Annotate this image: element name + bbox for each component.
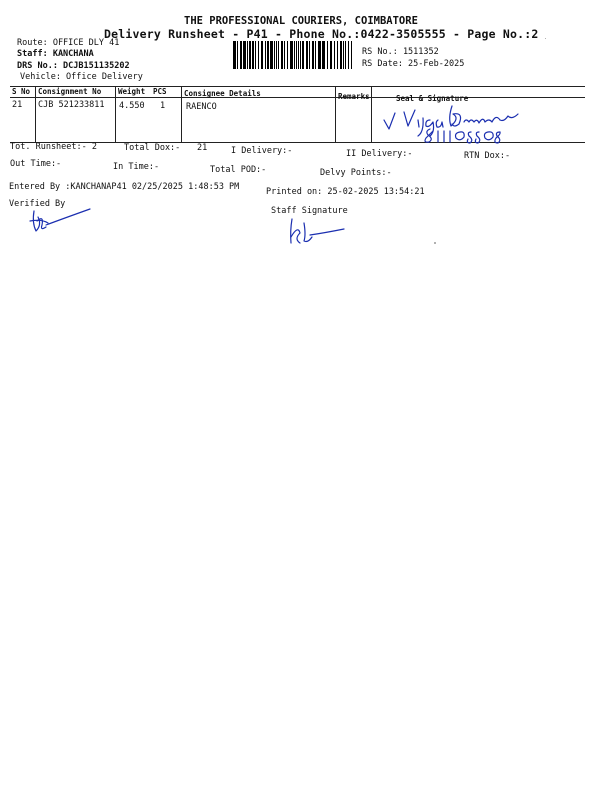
header-remarks: Remarks <box>338 92 370 101</box>
out-time: Out Time:- <box>10 159 62 169</box>
in-time: In Time:- <box>113 162 160 172</box>
barcode-bar <box>315 41 316 69</box>
barcode-bar <box>306 41 308 69</box>
entered-by: Entered By :KANCHANAP41 02/25/2025 1:48:53 PM <box>9 182 240 192</box>
paper-speck <box>545 38 546 39</box>
header-consignee: Consignee Details <box>184 89 261 98</box>
barcode-bar <box>351 41 352 69</box>
header-pcs: PCS <box>153 87 167 96</box>
barcode-bar <box>281 41 283 69</box>
delvy-points: Delvy Points:- <box>320 168 392 178</box>
barcode-bar <box>302 41 304 69</box>
barcode-bar <box>327 41 328 69</box>
total-dox-value: 21 <box>197 143 208 153</box>
total-dox-label: Total Dox:- <box>124 143 181 153</box>
i-delivery: I Delivery:- <box>231 146 293 156</box>
cell-consignment: CJB 521233811 <box>38 100 105 110</box>
barcode-bar <box>237 41 238 69</box>
header-sno: S No <box>12 87 31 96</box>
barcode-bar <box>284 41 285 69</box>
total-pod: Total POD:- <box>210 165 267 175</box>
route-label: Route: OFFICE DLY 41 <box>17 38 120 48</box>
verified-by-signature <box>28 203 94 237</box>
cell-sno: 21 <box>12 100 23 110</box>
paper-speck <box>434 242 436 244</box>
barcode-bar <box>300 41 301 69</box>
staff-label: Staff: KANCHANA <box>17 49 94 59</box>
barcode-bar <box>343 41 344 69</box>
barcode-bar <box>267 41 269 69</box>
barcode-image <box>232 41 354 69</box>
barcode-bar <box>345 41 346 69</box>
barcode-bar <box>309 41 310 69</box>
barcode-bar <box>330 41 332 69</box>
barcode-bar <box>348 41 349 69</box>
barcode-bar <box>287 41 288 69</box>
header-seal: Seal & Signature <box>396 94 469 103</box>
barcode-bar <box>252 41 254 69</box>
barcode-bar <box>249 41 251 69</box>
tot-runsheet: Tot. Runsheet:- 2 <box>10 142 97 152</box>
header-consignment: Consignment No <box>38 87 102 96</box>
cell-weight: 4.550 <box>119 101 145 111</box>
barcode-bar <box>247 41 248 69</box>
barcode-bar <box>278 41 279 69</box>
barcode-bar <box>318 41 321 69</box>
cell-pcs: 1 <box>160 101 166 111</box>
barcode-bar <box>294 41 295 69</box>
barcode-bar <box>258 41 259 69</box>
barcode-bar <box>290 41 293 69</box>
verified-by-label: Verified By <box>9 199 66 209</box>
rtn-dox: RTN Dox:- <box>464 151 511 161</box>
handwritten-signature-note <box>378 98 528 146</box>
rs-number: RS No.: 1511352 <box>362 47 439 57</box>
barcode-bar <box>243 41 246 69</box>
barcode-bar <box>255 41 256 69</box>
barcode-bar <box>270 41 273 69</box>
barcode-bar <box>298 41 299 69</box>
runsheet-subtitle: Delivery Runsheet - P41 - Phone No.:0422-3505555 - Page No.:2 <box>104 27 539 41</box>
cell-consignee: RAENCO <box>186 102 217 112</box>
staff-signature-label: Staff Signature <box>271 206 348 216</box>
barcode-bar <box>296 41 297 69</box>
vehicle-label: Vehicle: Office Delivery <box>20 72 143 82</box>
barcode-bar <box>240 41 242 69</box>
barcode-bar <box>337 41 338 69</box>
barcode-bar <box>274 41 275 69</box>
barcode-bar <box>322 41 325 69</box>
rs-date: RS Date: 25-Feb-2025 <box>362 59 465 69</box>
barcode-bar <box>233 41 236 69</box>
header-weight: Weight <box>118 87 146 96</box>
barcode-bar <box>312 41 314 69</box>
barcode-bar <box>340 41 342 69</box>
company-title: THE PROFESSIONAL COURIERS, COIMBATORE <box>184 15 418 27</box>
barcode-bar <box>334 41 335 69</box>
barcode-bar <box>265 41 266 69</box>
drs-number: DRS No.: DCJB151135202 <box>17 61 130 71</box>
barcode-bar <box>261 41 263 69</box>
printed-on: Printed on: 25-02-2025 13:54:21 <box>266 187 425 197</box>
staff-signature <box>284 215 350 249</box>
ii-delivery: II Delivery:- <box>346 149 413 159</box>
barcode-bar <box>276 41 277 69</box>
